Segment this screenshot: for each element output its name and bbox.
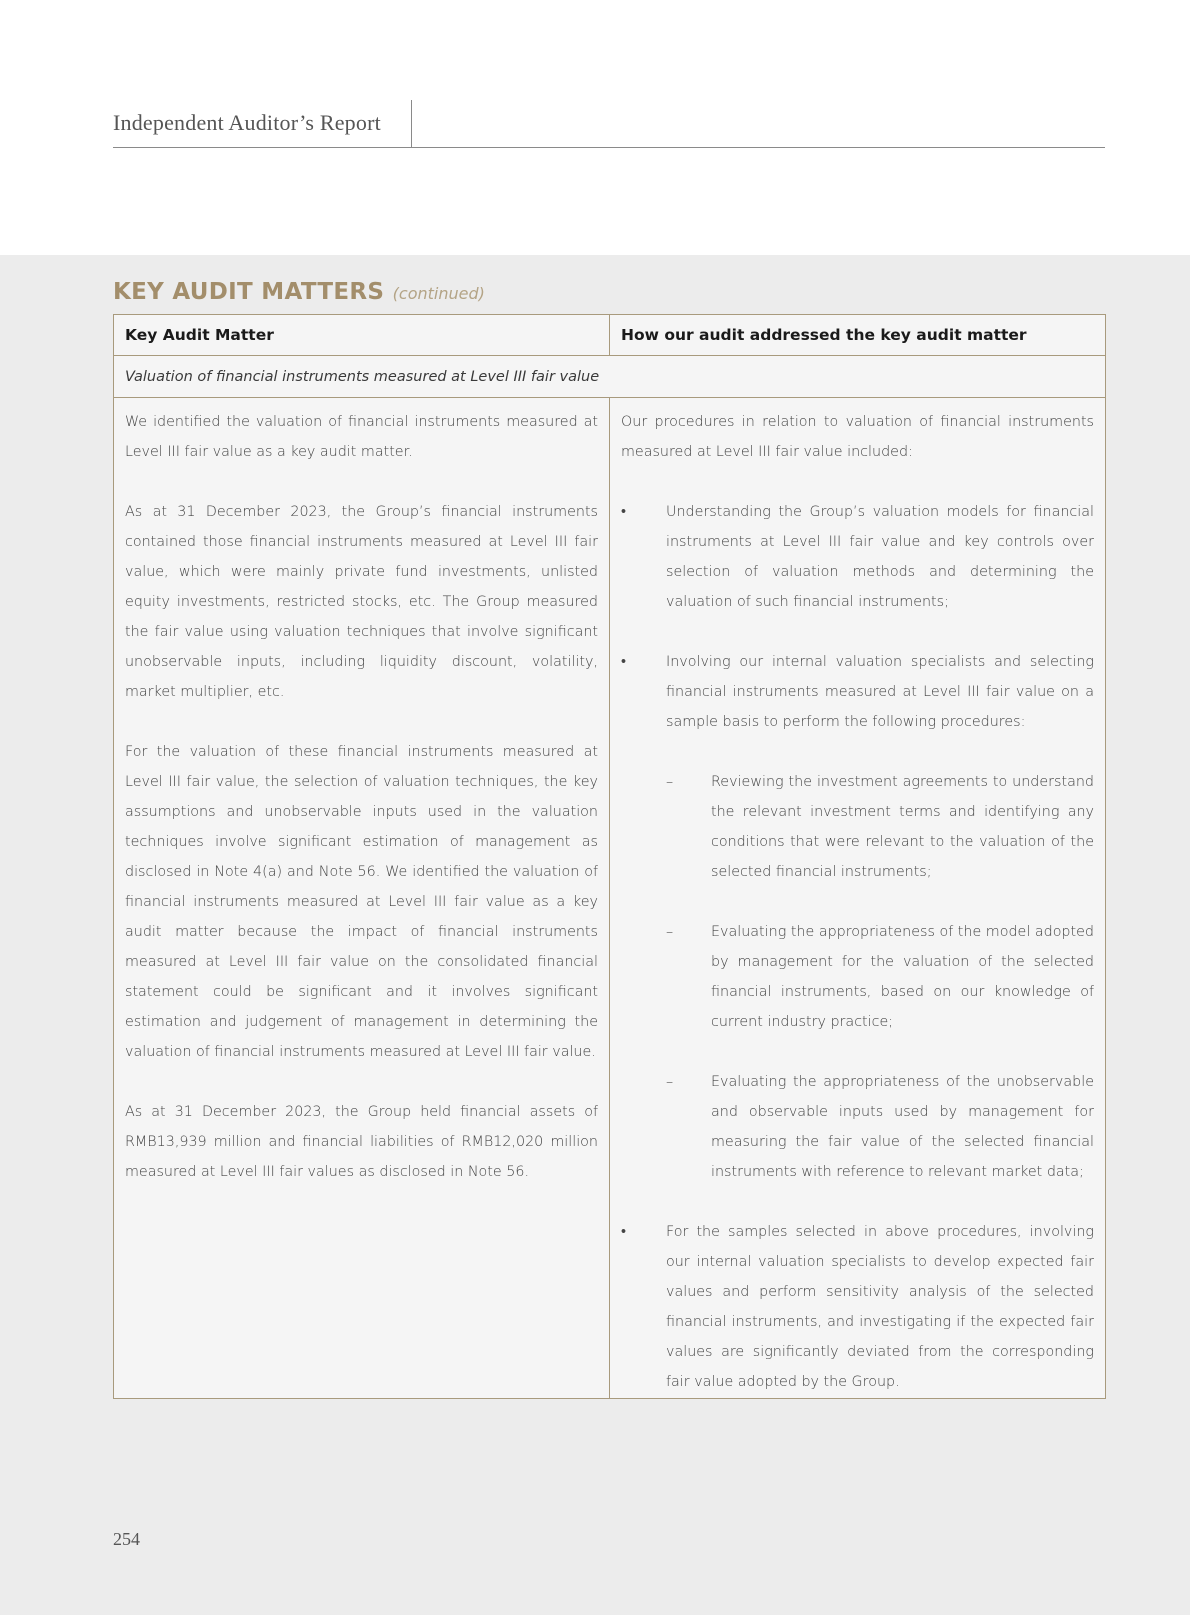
procedure-sub-item	[666, 917, 1094, 1037]
procedure-bullet	[621, 647, 1094, 737]
procedure-sub-item	[666, 1067, 1094, 1187]
running-header	[113, 100, 1105, 148]
procedures-intro: Our procedures in relation to valuation of financial instruments measured at Level III fair value included:	[621, 414, 1094, 460]
dash-icon: –	[666, 774, 674, 790]
matter-paragraph: For the valuation of these financial instruments measured at Level III fair value, the selection of valuation techniques, the key assumptions and unobservable inputs used in the valuation techniques involve significant estimation of management as disclosed in Note 4(a) and Note 56. We identified the valuation of financial instruments measured at Level III fair value as a key audit matter because the impact of financial instruments measured at Level III fair value on the consolidated financial statement could be significant and it involves significant estimation and judgement of management in determining the valuation of financial instruments measured at Level III fair value.	[125, 744, 598, 1060]
procedure-text: For the samples selected in above procedures, involving our internal valuation specialists to develop expected fair values and perform sensitivity analysis of the selected financial instruments, and investigating if the expected fair values are significantly deviated from the corresponding fair value adopted by the Group.	[666, 1224, 1094, 1390]
header-rule	[113, 147, 1105, 148]
bullet-icon: •	[621, 654, 627, 670]
bullet-icon: •	[621, 1224, 627, 1240]
procedure-bullet	[621, 497, 1094, 617]
table-header-row	[114, 315, 1105, 356]
procedure-bullet	[621, 1217, 1094, 1397]
section-continued-label: (continued)	[392, 284, 485, 303]
header-divider-vertical	[411, 100, 412, 147]
section-title: KEY AUDIT MATTERS	[113, 279, 385, 305]
page-number: 254	[113, 1529, 140, 1549]
matter-title-row	[114, 356, 1105, 398]
procedure-sub-item	[666, 767, 1094, 887]
procedure-text: Understanding the Group’s valuation models for financial instruments at Level III fair value and key controls over selection of valuation methods and determining the valuation of such financial instruments;	[666, 504, 1094, 610]
procedure-sub-text: Evaluating the appropriateness of the unobservable and observable inputs used by management for measuring the fair value of the selected financial instruments with reference to relevant market data;	[711, 1074, 1094, 1180]
dash-icon: –	[666, 1074, 674, 1090]
matter-paragraph: We identified the valuation of financial instruments measured at Level III fair value as a key audit matter.	[125, 414, 598, 460]
dash-icon: –	[666, 924, 674, 940]
key-audit-matters-table	[113, 314, 1106, 1399]
procedure-sub-list	[666, 767, 1094, 1187]
procedure-sub-text: Evaluating the appropriateness of the model adopted by management for the valuation of the selected financial instruments, based on our knowledge of current industry practice;	[711, 924, 1094, 1030]
matter-paragraph: As at 31 December 2023, the Group’s financial instruments contained those financial instruments measured at Level III fair value, which were mainly private fund investments, unlisted equity investments, restricted stocks, etc. The Group measured the fair value using valuation techniques that involve significant unobservable inputs, including liquidity discount, volatility, market multiplier, etc.	[125, 504, 598, 700]
column-header-audit-response: How our audit addressed the key audit matter	[621, 326, 1027, 344]
matter-title: Valuation of financial instruments measured at Level III fair value	[125, 368, 600, 385]
procedure-sub-text: Reviewing the investment agreements to understand the relevant investment terms and identifying any conditions that were relevant to the valuation of the selected financial instruments;	[711, 774, 1094, 880]
procedure-text: Involving our internal valuation specialists and selecting financial instruments measured at Level III fair value on a sample basis to perform the following procedures:	[666, 654, 1094, 730]
bullet-icon: •	[621, 504, 627, 520]
key-audit-matter-description	[114, 398, 610, 1398]
report-title: Independent Auditor’s Report	[113, 110, 381, 135]
column-header-key-audit-matter: Key Audit Matter	[114, 315, 610, 355]
matter-paragraph: As at 31 December 2023, the Group held financial assets of RMB13,939 million and financial liabilities of RMB12,020 million measured at Level III fair values as disclosed in Note 56.	[125, 1104, 598, 1180]
audit-response-description	[610, 398, 1105, 1398]
table-body-row	[114, 398, 1105, 1398]
section-heading	[113, 279, 485, 305]
